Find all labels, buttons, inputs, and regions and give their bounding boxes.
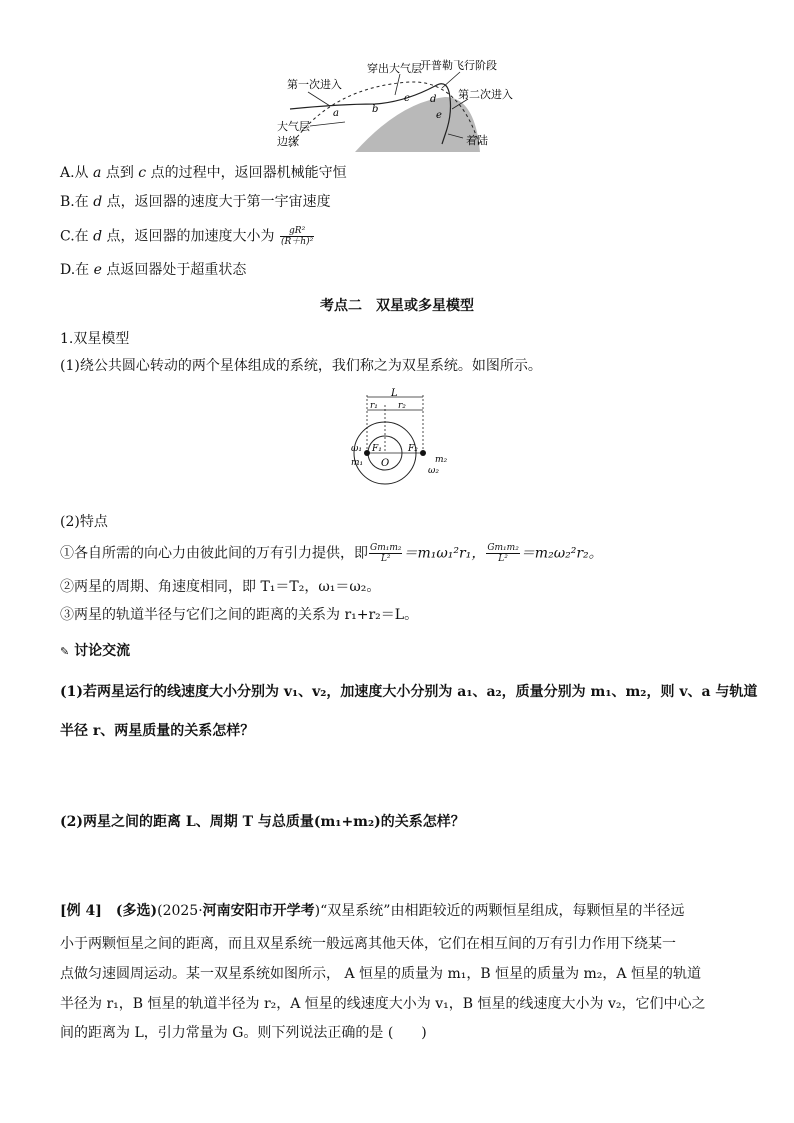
point-b: b (372, 104, 379, 115)
label-kepler-phase: 开普勒飞行阶段 (420, 59, 497, 72)
fraction-gravity-1: $\frac{\text{Gm₁m₂}}{\text{L²}}$ (370, 543, 402, 564)
question-1-line-2: 半径 r、两星质量的关系怎样？ (60, 723, 255, 739)
reentry-trajectory-figure (270, 52, 530, 152)
label-L: L (391, 388, 398, 399)
discussion-heading: ✎ 讨论交流 (60, 643, 131, 659)
section-title: 考点二 双星或多星模型 (320, 298, 474, 314)
point-e: e (436, 110, 442, 121)
star-m2 (420, 450, 426, 456)
question-2: (2)两星之间的距离 L、周期 T 与总质量(m₁+m₂)的关系怎样？ (60, 814, 465, 830)
option-c: C.在 d 点，返回器的加速度大小为 $\frac{\text{gR²}}{\text{(R＋h)²}}$ (60, 226, 314, 247)
option-a: A.从 a 点到 c 点的过程中，返回器机械能守恒 (60, 165, 347, 181)
feature-3: ③两星的轨道半径与它们之间的距离的关系为 r₁+r₂＝L。 (60, 607, 419, 623)
label-r2: r₂ (398, 401, 406, 411)
label-r1: r₁ (370, 401, 378, 411)
feature-2: ②两星的周期、角速度相同，即 T₁＝T₂，ω₁＝ω₂。 (60, 579, 381, 595)
feature-1: ①各自所需的向心力由彼此间的万有引力提供，即 $\frac{\text{Gm₁m₂}}{\text{L²}}$ ＝m₁ω₁²r₁， $\frac{\text{Gm₁m₂}}{\text{L²}}$ ＝m₂ω₂²r₂。 (60, 543, 603, 564)
point-d: d (430, 94, 437, 105)
subsection-title: 1.双星模型 (60, 331, 130, 347)
binary-star-figure (335, 385, 465, 485)
label-F1: F₁ (372, 444, 382, 454)
example-4-line-3: 点做匀速圆周运动。某一双星系统如图所示， A 恒星的质量为 m₁，B 恒星的质量为 m₂，A 恒星的轨道 (60, 966, 701, 982)
label-exit-atmosphere: 穿出大气层 (367, 62, 422, 75)
label-atmosphere-edge-2: 边缘 (277, 135, 299, 148)
option-d: D.在 e 点返回器处于超重状态 (60, 262, 247, 278)
example-4-line-5: 间的距离为 L，引力常量为 G。则下列说法正确的是 ( ) (60, 1025, 427, 1041)
label-omega1: ω₁ (351, 444, 362, 454)
label-F2: F₂ (408, 444, 418, 454)
example-4-line-2: 小于两颗恒星之间的距离，而且双星系统一般远离其他天体，它们在相互间的万有引力作用下绕某一 (60, 936, 676, 952)
example-4-line-1: [例 4] (多选)(2025·河南安阳市开学考)“双星系统”由相距较近的两颗恒星组成，每颗恒星的半径远 (60, 903, 685, 919)
label-atmosphere-edge-1: 大气层 (277, 120, 310, 133)
fraction-acceleration: $\frac{\text{gR²}}{\text{(R＋h)²}}$ (281, 226, 314, 247)
fraction-gravity-2: $\frac{\text{Gm₁m₂}}{\text{L²}}$ (487, 543, 519, 564)
features-title: (2)特点 (60, 514, 108, 530)
option-b: B.在 d 点，返回器的速度大于第一宇宙速度 (60, 194, 331, 210)
label-O: O (381, 458, 390, 469)
example-4-line-4: 半径为 r₁，B 恒星的轨道半径为 r₂，A 恒星的线速度大小为 v₁，B 恒星的线速度大小为 v₂，它们中心之 (60, 996, 706, 1012)
label-m2: m₂ (435, 455, 448, 465)
edit-icon: ✎ (60, 645, 70, 658)
example-tag: [例 4] (60, 903, 102, 919)
point-c: c (404, 93, 410, 104)
paragraph-1: (1)绕公共圆心转动的两个星体组成的系统，我们称之为双星系统。如图所示。 (60, 358, 542, 374)
label-m1: m₁ (351, 458, 364, 468)
label-first-entry: 第一次进入 (287, 78, 342, 91)
question-1-line-1: (1)若两星运行的线速度大小分别为 v₁、v₂，加速度大小分别为 a₁、a₂，质量分别为 m₁、m₂，则 v、a 与轨道 (60, 684, 758, 700)
label-second-entry: 第二次进入 (458, 88, 513, 101)
label-landing: 着陆 (466, 134, 488, 147)
star-m1 (364, 450, 370, 456)
point-a: a (333, 108, 339, 119)
label-omega2: ω₂ (428, 466, 439, 476)
